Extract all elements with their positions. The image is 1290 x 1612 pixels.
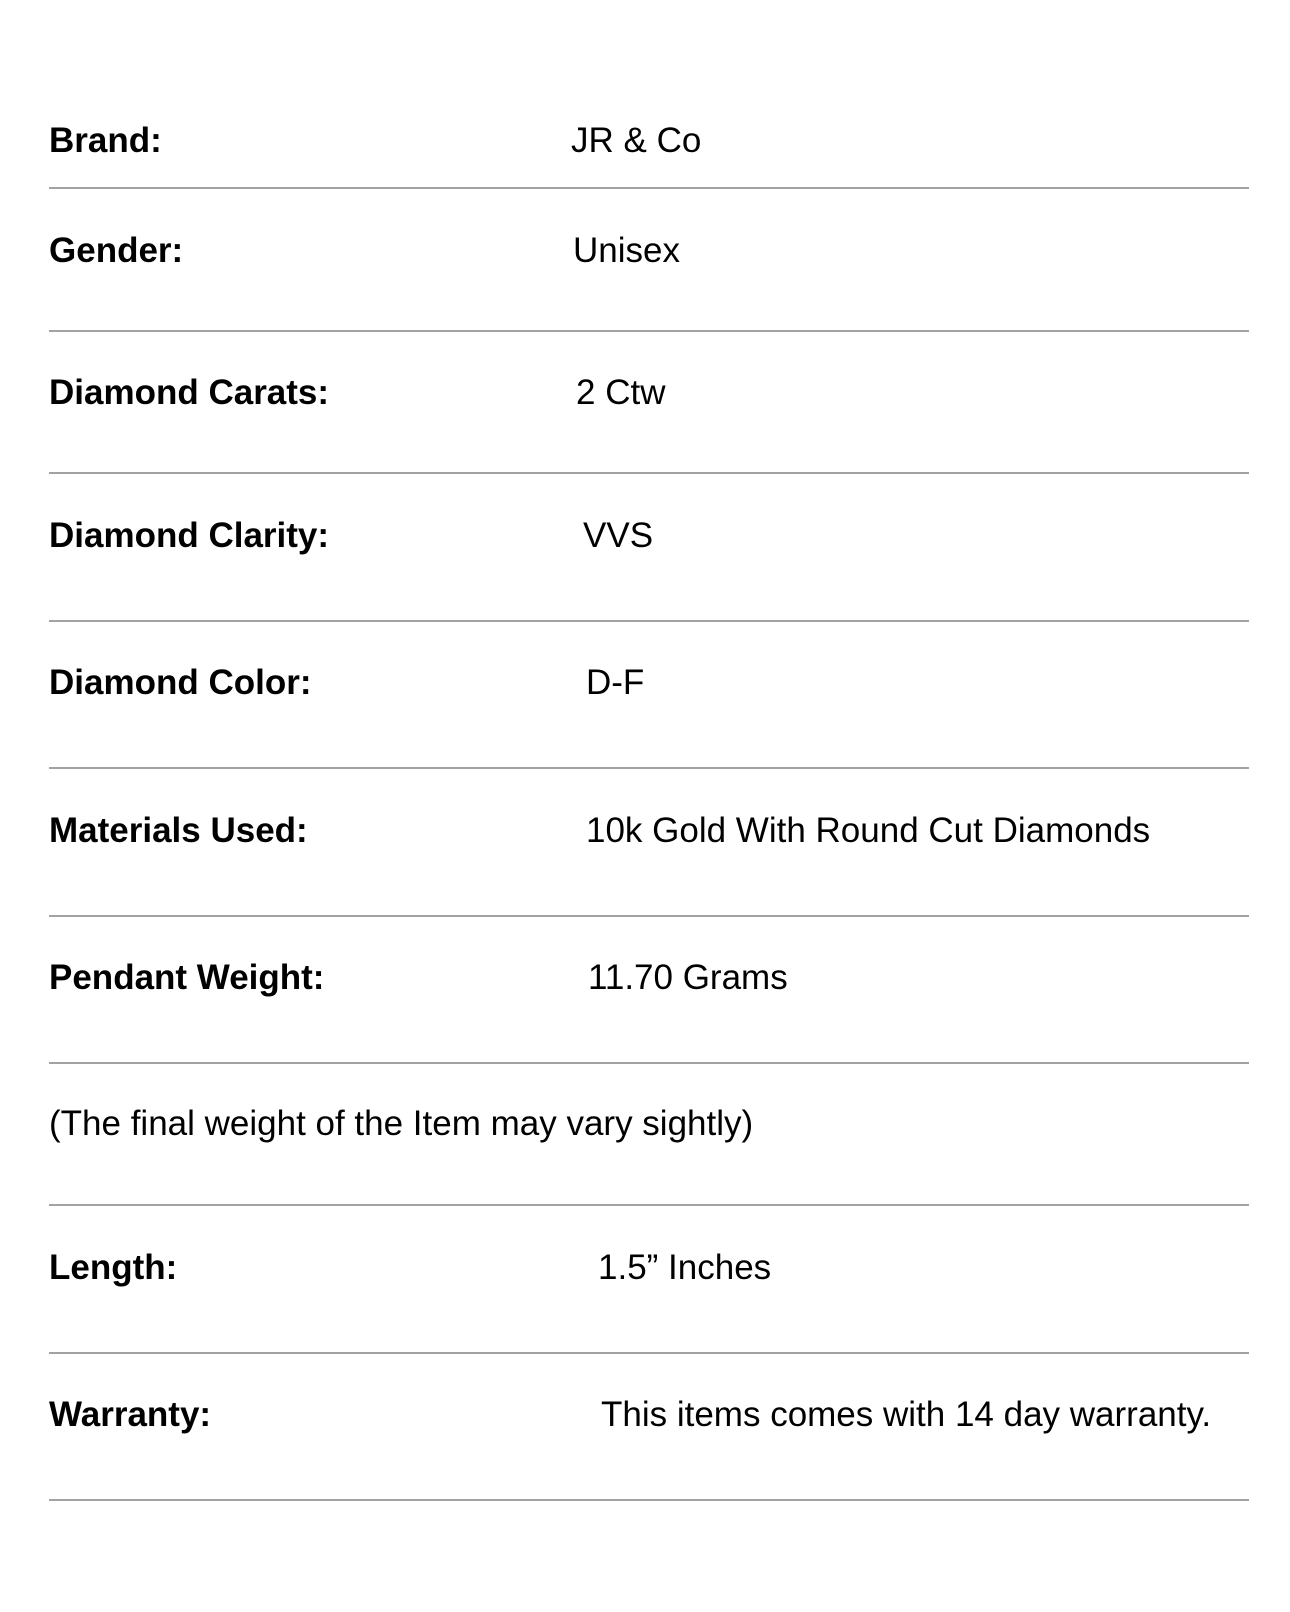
row-divider [49, 472, 1249, 474]
row-divider [49, 620, 1249, 622]
row-divider [49, 1204, 1249, 1206]
gender-label: Gender: [49, 231, 184, 270]
gender-value: Unisex [573, 231, 680, 270]
diamond-clarity-value: VVS [583, 516, 654, 555]
diamond-color-value: D-F [586, 663, 645, 702]
length-label: Length: [49, 1248, 178, 1287]
warranty-value: This items comes with 14 day warranty. [601, 1395, 1212, 1434]
diamond-color-label: Diamond Color: [49, 663, 312, 702]
row-divider [49, 187, 1249, 189]
row-divider [49, 915, 1249, 917]
length-value: 1.5” Inches [598, 1248, 772, 1287]
row-divider [49, 767, 1249, 769]
brand-value: JR & Co [571, 121, 702, 160]
materials-used-label: Materials Used: [49, 811, 308, 850]
pendant-weight-value: 11.70 Grams [588, 958, 788, 997]
brand-label: Brand: [49, 121, 162, 160]
diamond-carats-label: Diamond Carats: [49, 373, 330, 412]
row-divider [49, 1352, 1249, 1354]
row-divider [49, 1062, 1249, 1064]
diamond-carats-value: 2 Ctw [576, 373, 666, 412]
diamond-clarity-label: Diamond Clarity: [49, 516, 330, 555]
pendant-weight-label: Pendant Weight: [49, 958, 325, 997]
row-divider [49, 1499, 1249, 1501]
weight-note: (The final weight of the Item may vary sightly) [49, 1104, 754, 1143]
row-divider [49, 330, 1249, 332]
materials-used-value: 10k Gold With Round Cut Diamonds [586, 811, 1151, 850]
warranty-label: Warranty: [49, 1395, 212, 1434]
